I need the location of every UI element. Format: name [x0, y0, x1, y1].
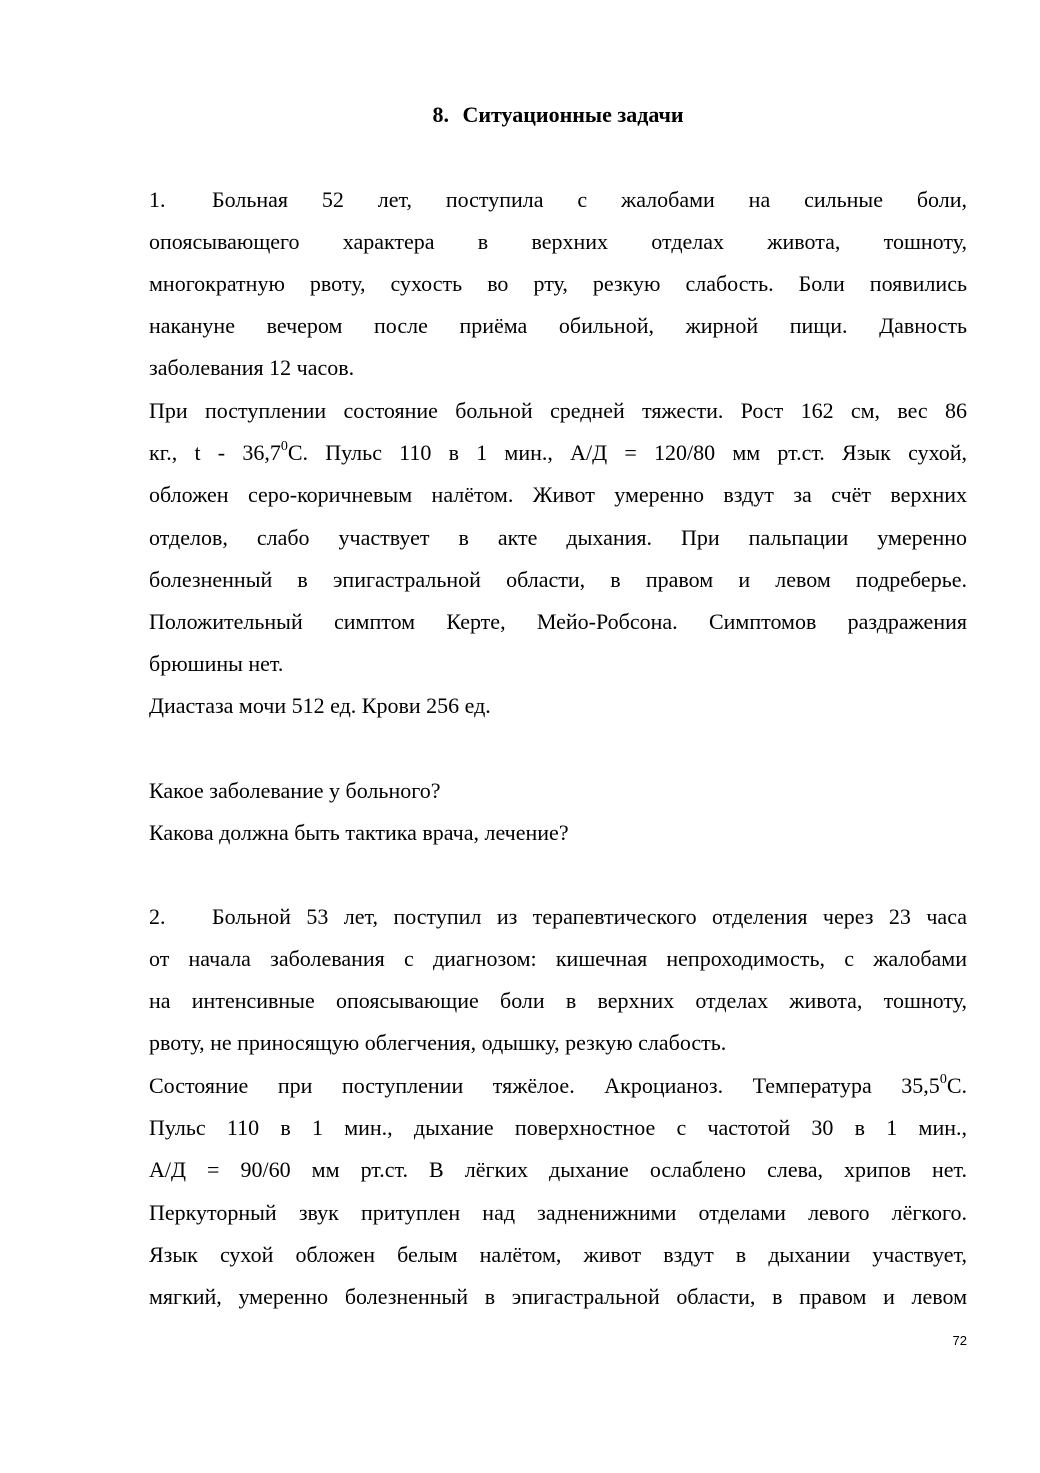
section-number: 8.	[432, 102, 449, 127]
task1-lab: Диастаза мочи 512 ед. Крови 256 ед.	[149, 693, 491, 718]
section-title: Ситуационные задачи	[462, 102, 684, 127]
task2-line-4: рвоту, не приносящую облегчения, одышку, резкую слабость.	[149, 1030, 727, 1055]
task1-line-2: опоясывающего характера в верхних отделах живота, тошноту,	[149, 229, 967, 254]
task2-status-line-2: Пульс 110 в 1 мин., дыхание поверхностное с частотой 30 в 1 мин.,	[149, 1115, 967, 1140]
task2-line-3: на интенсивные опоясывающие боли в верхних отделах живота, тошноту,	[149, 988, 967, 1013]
task2-status-line-1: Состояние при поступлении тяжёлое. Акроцианоз. Температура 35,5$^0$С.	[149, 1071, 967, 1098]
task2-number: 2.	[149, 904, 166, 929]
task1-question-1: Какое заболевание у больного?	[149, 778, 441, 803]
task1-status-line-3: обложен серо-коричневым налётом. Живот умеренно вздут за счёт верхних	[149, 482, 967, 507]
task1-status-line-5: болезненный в эпигастральной области, в правом и левом подреберье.	[149, 567, 967, 592]
task2-status-line-4: Перкуторный звук притуплен над задненижними отделами левого лёгкого.	[149, 1200, 967, 1225]
task1-question-2: Какова должна быть тактика врача, лечение?	[149, 820, 569, 845]
task2-status-line-6: мягкий, умеренно болезненный в эпигастральной области, в правом и левом	[149, 1284, 967, 1309]
task2-line-1: 2. Больной 53 лет, поступил из терапевтического отделения через 23 часа	[149, 902, 967, 932]
task1-status-line-2: кг., t - 36,7$^0$С. Пульс 110 в 1 мин., А/Д = 120/80 мм рт.ст. Язык сухой,	[149, 438, 968, 465]
task1-number: 1.	[149, 187, 166, 212]
task1-status-line-1: При поступлении состояние больной средней тяжести. Рост 162 см, вес 86	[149, 398, 967, 423]
page-number: 72	[952, 1333, 967, 1348]
section-heading	[149, 99, 967, 131]
task1-line-5: заболевания 12 часов.	[149, 355, 355, 380]
task1-status-line-4: отделов, слабо участвует в акте дыхания. При пальпации умеренно	[149, 525, 967, 550]
task1-status-line-7: брюшины нет.	[149, 651, 284, 676]
task1-line-4: накануне вечером после приёма обильной, жирной пищи. Давность	[149, 313, 967, 338]
task1-status-line-6: Положительный симптом Керте, Мейо-Робсона. Симптомов раздражения	[149, 609, 967, 634]
task2-status-line-5: Язык сухой обложен белым налётом, живот вздут в дыхании участвует,	[149, 1242, 967, 1267]
task2-status-line-3: А/Д = 90/60 мм рт.ст. В лёгких дыхание ослаблено слева, хрипов нет.	[149, 1157, 967, 1182]
task2-line-2: от начала заболевания с диагнозом: кишечная непроходимость, с жалобами	[149, 946, 967, 971]
task1-line-1: 1. Больная 52 лет, поступила с жалобами на сильные боли,	[149, 185, 967, 215]
task1-line-3: многократную рвоту, сухость во рту, резкую слабость. Боли появились	[149, 271, 967, 296]
